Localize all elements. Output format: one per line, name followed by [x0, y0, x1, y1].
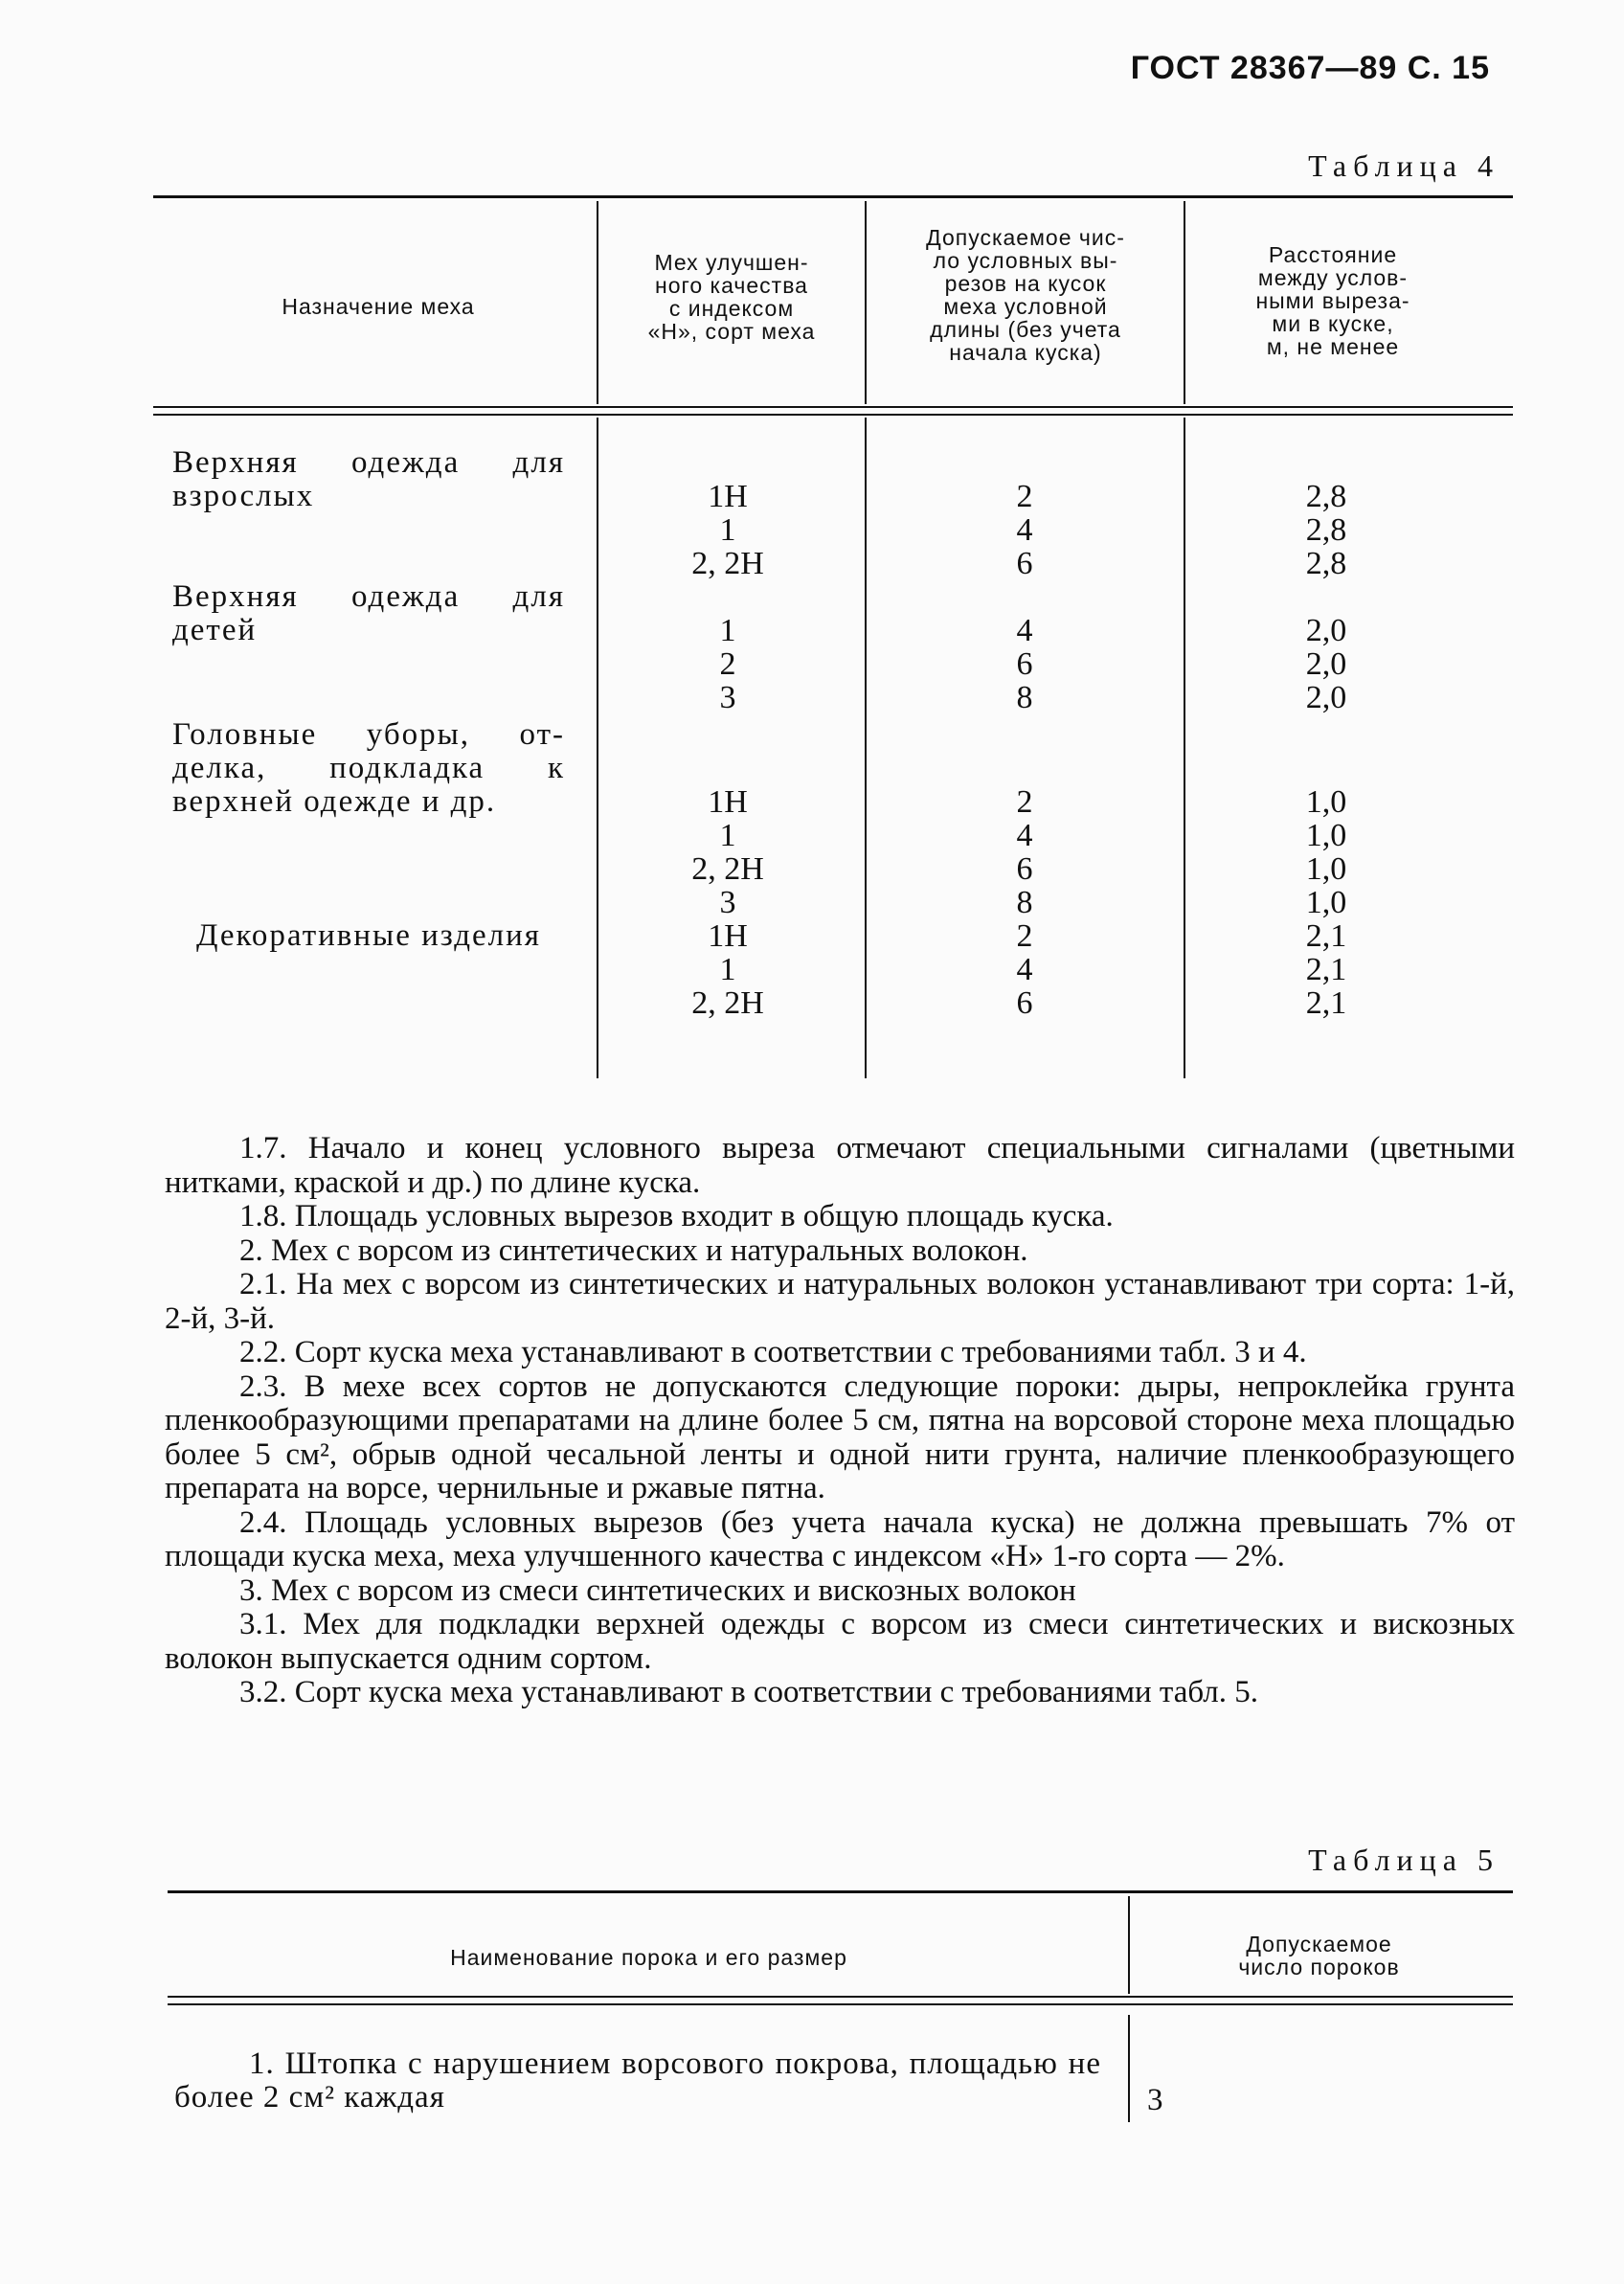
table-row	[0, 718, 1624, 752]
row-cuts: 4	[1016, 818, 1033, 853]
paragraph-3-1: 3.1. Мех для подкладки верхней одежды с ворсом из смеси синтетических и вискозных волокон выпускается одним сортом.	[165, 1607, 1515, 1676]
table5-header-count-line: число пороков	[1238, 1955, 1400, 1979]
table-row	[0, 986, 1624, 1020]
row-distance: 2,8	[1305, 546, 1347, 581]
table5-header-defect	[177, 1946, 1120, 1969]
table-row	[0, 580, 1624, 614]
table4-top-rule	[153, 195, 1513, 198]
row-grade: 3	[719, 885, 736, 920]
row-purpose: верхней одежде и др.	[172, 784, 497, 819]
row-distance: 2,1	[1305, 985, 1347, 1021]
table-row	[0, 752, 1624, 785]
table-row	[0, 919, 1624, 953]
table4-header-cuts-line: меха условной	[943, 294, 1108, 319]
paragraph-2-3: 2.3. В мехе всех сортов не допускаются следующие пороки: дыры, непроклейка грунта пленкообразующими препаратами на длине более 5 см, пятна на ворсовой стороне меха площадью более 5 см², обрыв одной чесальной ленты и одной нити грунта, наличие пленкообразующего препарата на ворсе, чернильные и ржавые пятна.	[165, 1368, 1515, 1505]
table-row	[0, 614, 1624, 647]
row-grade: 1Н	[708, 479, 748, 514]
table4-header-grade	[603, 251, 860, 343]
table5-col-divider-body	[1128, 2015, 1130, 2122]
table5-header-defect-line: Наименование порока и его размер	[450, 1945, 847, 1970]
row-distance: 1,0	[1305, 784, 1347, 820]
row-cuts: 4	[1016, 952, 1033, 987]
table5-row-defect: 1. Штопка с нарушением ворсового покрова, площадью не более 2 см² каждая	[174, 2047, 1101, 2114]
row-cuts: 6	[1016, 985, 1033, 1021]
table-row	[0, 886, 1624, 919]
row-grade: 2, 2Н	[691, 985, 764, 1021]
table4-header-distance-line: между услов-	[1257, 265, 1409, 290]
row-grade: 3	[719, 680, 736, 715]
paragraph-1-7: 1.7. Начало и конец условного выреза отмечают специальными сигналами (цветными нитками, краской и др.) по длине куска.	[165, 1131, 1515, 1200]
row-distance: 2,0	[1305, 646, 1347, 682]
row-grade: 1Н	[708, 784, 748, 820]
page-header: ГОСТ 28367—89 С. 15	[1130, 50, 1490, 86]
row-grade: 1	[719, 818, 736, 853]
table-row	[0, 953, 1624, 986]
row-grade: 1	[719, 952, 736, 987]
row-distance: 2,0	[1305, 680, 1347, 715]
table4-col-divider-3	[1184, 201, 1185, 404]
table4-header-cuts	[871, 226, 1180, 364]
table5-header-count-line: Допускаемое	[1246, 1932, 1392, 1956]
row-cuts: 8	[1016, 885, 1033, 920]
table4-header-cuts-line: Допускаемое чис-	[926, 225, 1125, 250]
paragraph-1-8: 1.8. Площадь условных вырезов входит в общую площадь куска.	[239, 1199, 1114, 1233]
row-purpose: Головные уборы, от-	[172, 717, 565, 752]
row-distance: 1,0	[1305, 851, 1347, 887]
row-distance: 1,0	[1305, 818, 1347, 853]
table4-caption: Таблица 4	[1308, 148, 1500, 183]
row-distance: 2,8	[1305, 512, 1347, 548]
table4-header-distance-line: Расстояние	[1268, 242, 1398, 267]
row-purpose: детей	[172, 613, 258, 647]
row-purpose: Декоративные изделия	[196, 918, 541, 953]
paragraph-3-2: 3.2. Сорт куска меха устанавливают в соответствии с требованиями табл. 5.	[239, 1675, 1259, 1709]
table4-header-cuts-line: ло условных вы-	[933, 248, 1118, 273]
table4-header-distance-line: ми в куске,	[1272, 311, 1394, 336]
row-distance: 2,1	[1305, 952, 1347, 987]
row-grade: 2, 2Н	[691, 851, 764, 887]
paragraph-2-4: 2.4. Площадь условных вырезов (без учета начала куска) не должна превышать 7% от площади куска меха, меха улучшенного качества с индексом «Н» 1-го сорта — 2%.	[165, 1504, 1515, 1573]
row-cuts: 4	[1016, 512, 1033, 548]
row-cuts: 8	[1016, 680, 1033, 715]
paragraph-3: 3. Мех с ворсом из смеси синтетических и вискозных волокон	[239, 1572, 1076, 1608]
table-row	[0, 852, 1624, 886]
table4-header-distance-line: ными выреза-	[1255, 288, 1410, 313]
row-grade: 1	[719, 613, 736, 648]
row-cuts: 2	[1016, 784, 1033, 820]
table5-row-count: 3	[1147, 2083, 1163, 2117]
table5-header-count	[1135, 1933, 1503, 1979]
row-distance: 1,0	[1305, 885, 1347, 920]
table5-header-rule-2	[168, 2003, 1513, 2005]
table-row	[0, 647, 1624, 681]
table5-col-divider	[1128, 1896, 1130, 1994]
row-grade: 1	[719, 512, 736, 548]
table4-col-divider-1	[597, 201, 598, 404]
table5-caption: Таблица 5	[1308, 1843, 1500, 1877]
row-distance: 2,0	[1305, 613, 1347, 648]
row-purpose: делка, подкладка к	[172, 751, 565, 785]
table4-header-grade-line: ного качества	[655, 273, 808, 298]
table-row	[0, 446, 1624, 480]
table5-header-rule	[168, 1996, 1513, 1998]
row-purpose: взрослых	[172, 479, 315, 513]
paragraph-2: 2. Мех с ворсом из синтетических и натуральных волокон.	[239, 1232, 1028, 1268]
table-row	[0, 819, 1624, 852]
paragraph-2-2: 2.2. Сорт куска меха устанавливают в соответствии с требованиями табл. 3 и 4.	[239, 1335, 1307, 1369]
row-cuts: 6	[1016, 546, 1033, 581]
body-text	[165, 1132, 1515, 1710]
row-cuts: 2	[1016, 918, 1033, 954]
table5-top-rule	[168, 1890, 1513, 1893]
table4-header-distance	[1189, 243, 1477, 358]
row-cuts: 4	[1016, 613, 1033, 648]
table4-header-rule	[153, 406, 1513, 408]
table-row	[0, 513, 1624, 547]
row-cuts: 6	[1016, 851, 1033, 887]
paragraph-2-1: 2.1. На мех с ворсом из синтетических и натуральных волокон устанавливают три сорта: 1-й, 2-й, 3-й.	[165, 1267, 1515, 1336]
table4-header-grade-line: Мех улучшен-	[654, 250, 809, 275]
table4-header-cuts-line: начала куска)	[949, 340, 1102, 365]
row-distance: 2,1	[1305, 918, 1347, 954]
table-row	[0, 681, 1624, 714]
table4-header-cuts-line: резов на кусок	[944, 271, 1107, 296]
table-row	[0, 547, 1624, 580]
row-purpose: Верхняя одежда для	[172, 579, 565, 614]
row-grade: 2, 2Н	[691, 546, 764, 581]
table4-header-rule-2	[153, 414, 1513, 416]
row-purpose: Верхняя одежда для	[172, 445, 565, 480]
table4-header-purpose	[172, 295, 584, 318]
table4-header-distance-line: м, не менее	[1266, 334, 1400, 359]
table4-header-grade-line: «Н», сорт меха	[647, 319, 816, 344]
table4-header-grade-line: с индексом	[668, 296, 795, 321]
row-distance: 2,8	[1305, 479, 1347, 514]
table-row	[0, 785, 1624, 819]
table-row	[0, 480, 1624, 513]
table4-header-purpose-line: Назначение меха	[282, 294, 475, 319]
row-cuts: 6	[1016, 646, 1033, 682]
table4-col-divider-2	[865, 201, 867, 404]
row-cuts: 2	[1016, 479, 1033, 514]
row-grade: 2	[719, 646, 736, 682]
row-grade: 1Н	[708, 918, 748, 954]
table4-header-cuts-line: длины (без учета	[930, 317, 1121, 342]
